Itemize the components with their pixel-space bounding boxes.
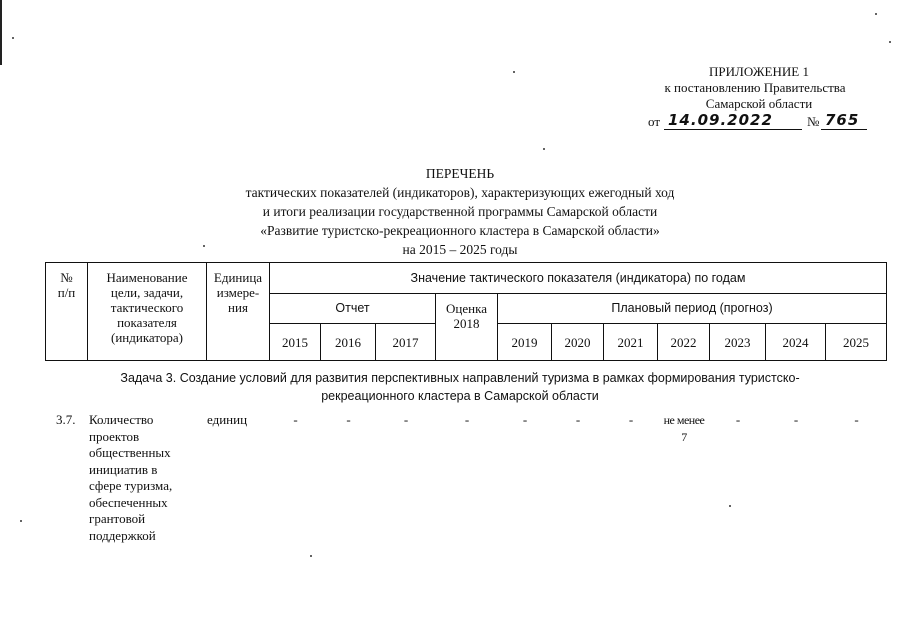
header-estimate [436, 294, 498, 361]
row-value-2015: - [293, 412, 298, 427]
row-name-line: проектов [89, 428, 140, 444]
list-title-line-4: на 2015 – 2025 годы [402, 242, 518, 257]
task-line-1: Задача 3. Создание условий для развития перспективных направлений туризма в рамках формирования туристско- [120, 371, 800, 385]
row-value-2024: - [793, 412, 799, 427]
row-value-2017: - [403, 412, 409, 427]
header-name-line: Наименование [106, 270, 188, 285]
list-heading: ПЕРЕЧЕНЬ [425, 166, 495, 181]
header-name-line: показателя [117, 315, 177, 330]
header-values-title: Значение тактического показателя (индикатора) по годам [270, 263, 887, 294]
header-number [46, 263, 88, 361]
header-plan: Плановый период (прогноз) [498, 294, 887, 324]
header-year: 2025 [826, 324, 887, 361]
annex-date-line [648, 111, 878, 133]
row-value-2019: - [522, 412, 528, 427]
date-prefix: от [648, 114, 661, 129]
row-value-2025: - [854, 412, 859, 427]
row-name-line: инициатив в [89, 461, 158, 477]
header-year: 2020 [552, 324, 604, 361]
list-title-line-3: «Развитие туристско-рекреационного кластера в Самарской области» [260, 223, 660, 238]
row-value-2022-line-1: не менее [663, 413, 705, 427]
header-number-line-2: п/п [57, 285, 76, 300]
row-value-2016: - [346, 412, 351, 427]
number-prefix: № [807, 114, 820, 129]
row-indicator-name [89, 412, 205, 544]
task-heading [110, 369, 810, 405]
header-unit [207, 263, 270, 361]
number-underline [821, 129, 867, 130]
row-number: 3.7. [56, 412, 76, 427]
header-year: 2022 [658, 324, 710, 361]
header-estimate-line-1: Оценка [446, 301, 487, 316]
row-name-line: поддержкой [89, 527, 156, 543]
header-unit-line: Единица [213, 270, 263, 285]
scan-speck [513, 71, 515, 73]
header-year: 2019 [498, 324, 552, 361]
row-unit: единиц [207, 412, 248, 427]
header-year: 2021 [604, 324, 658, 361]
scan-speck [20, 520, 22, 522]
header-estimate-line-2: 2018 [453, 316, 480, 331]
list-title-line-2: и итоги реализации государственной программы Самарской области [262, 204, 658, 219]
row-value-2018: - [464, 412, 470, 427]
scan-speck [889, 41, 891, 43]
indicator-header-table [45, 262, 887, 361]
number-handwritten: 765 [825, 111, 860, 129]
header-report: Отчет [270, 294, 436, 324]
header-name-line: тактического [110, 300, 184, 315]
date-underline [664, 129, 802, 130]
date-handwritten: 14.09.2022 [668, 111, 773, 129]
row-name-line: общественных [89, 445, 171, 460]
header-year: 2015 [270, 324, 321, 361]
list-title-line-1: тактических показателей (индикаторов), характеризующих ежегодный ход [245, 185, 675, 200]
scan-speck [12, 37, 14, 39]
scan-speck [875, 13, 877, 15]
scan-speck [543, 148, 545, 150]
header-name-line: (индикатора) [111, 330, 183, 345]
annex-block [640, 64, 870, 112]
row-value-2023: - [735, 412, 741, 427]
header-year: 2016 [321, 324, 376, 361]
header-year: 2024 [766, 324, 826, 361]
scan-edge-mark [0, 0, 2, 65]
row-name-line: сфере туризма, [89, 478, 173, 493]
row-value-2022-line-2: 7 [681, 429, 687, 444]
header-name [88, 263, 207, 361]
annex-title: ПРИЛОЖЕНИЕ 1 [709, 64, 809, 79]
row-value-2022 [658, 412, 710, 445]
list-title [140, 164, 780, 259]
task-line-2: рекреационного кластера в Самарской области [321, 389, 599, 403]
row-name-line: грантовой [89, 511, 146, 526]
row-name-line: Количество [89, 412, 154, 427]
header-year: 2017 [376, 324, 436, 361]
row-value-2021: - [628, 412, 634, 427]
header-unit-line: ния [228, 300, 248, 315]
scan-speck [729, 505, 731, 507]
annex-line-2: Самарской области [705, 96, 813, 111]
row-name-line: обеспеченных [89, 494, 168, 510]
header-year: 2023 [710, 324, 766, 361]
header-unit-line: измере- [216, 285, 260, 300]
row-value-2020: - [575, 412, 581, 427]
scan-speck [310, 555, 312, 557]
header-name-line: цели, задачи, [110, 285, 184, 300]
header-number-line-1: № [60, 270, 73, 285]
annex-line-1: к постановлению Правительства [664, 80, 846, 95]
